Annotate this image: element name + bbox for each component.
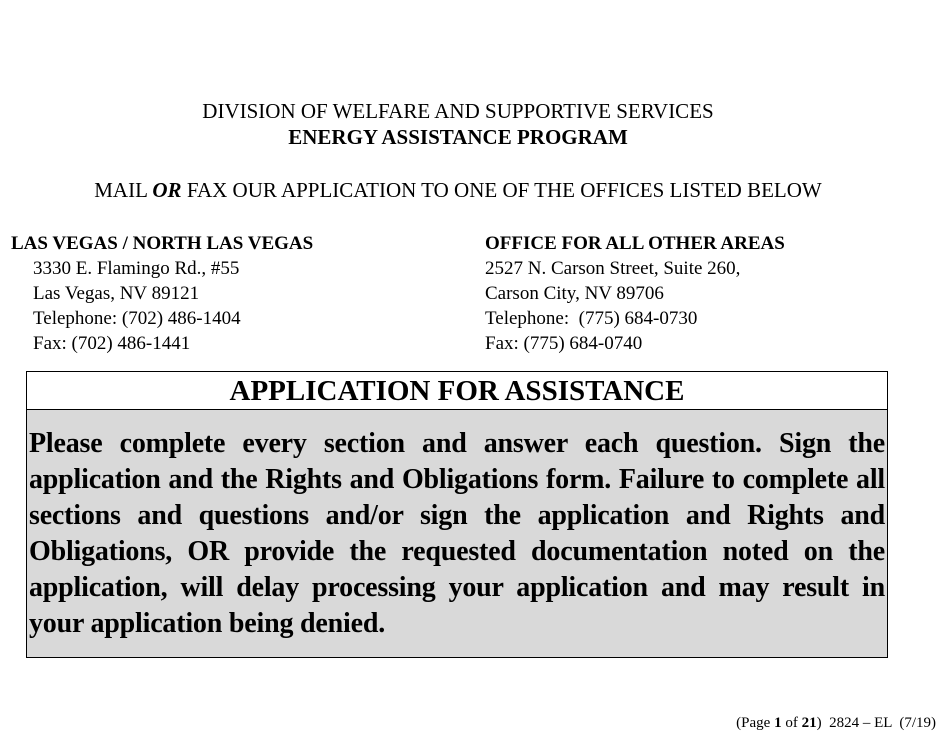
page-of: of: [781, 715, 802, 731]
mail-suffix: FAX OUR APPLICATION TO ONE OF THE OFFICES LISTED BELOW: [181, 178, 822, 202]
office-city: Carson City, NV 89706: [485, 283, 664, 304]
office-city: Las Vegas, NV 89121: [33, 283, 200, 304]
program-name: ENERGY ASSISTANCE PROGRAM: [288, 125, 628, 149]
mail-emphasis: OR: [152, 178, 182, 202]
page-suffix: ): [816, 715, 822, 731]
office-street: 2527 N. Carson Street, Suite 260,: [485, 258, 741, 279]
form-code: 2824 – EL (7/19): [821, 715, 936, 731]
page-current: 1: [774, 715, 782, 731]
office-fax: Fax: (702) 486-1441: [33, 333, 191, 354]
office-telephone: Telephone: (775) 684-0730: [485, 308, 698, 329]
mail-instructions: [0, 177, 916, 203]
office-las-vegas: [11, 231, 451, 356]
office-telephone: Telephone: (702) 486-1404: [33, 308, 241, 329]
page-prefix: (Page: [736, 715, 775, 731]
office-name: OFFICE FOR ALL OTHER AREAS: [485, 233, 785, 254]
office-fax: Fax: (775) 684-0740: [485, 333, 643, 354]
page-footer: [736, 714, 936, 732]
application-instructions: Please complete every section and answer each question. Sign the application and the Rights and Obligations form. Failure to complete all sections and questions and/or sign the application and Rights and Obligations, OR provide the requested documentation noted on the application, will delay processing your application and may result in your application being denied.: [27, 410, 887, 657]
mail-prefix: MAIL: [94, 178, 153, 202]
office-other-areas: [485, 231, 925, 356]
agency-name: DIVISION OF WELFARE AND SUPPORTIVE SERVICES: [202, 99, 714, 123]
office-name: LAS VEGAS / NORTH LAS VEGAS: [11, 233, 314, 254]
application-box: [26, 371, 888, 658]
page-total: 21: [801, 715, 817, 731]
office-street: 3330 E. Flamingo Rd., #55: [33, 258, 240, 279]
application-title: APPLICATION FOR ASSISTANCE: [27, 372, 887, 410]
